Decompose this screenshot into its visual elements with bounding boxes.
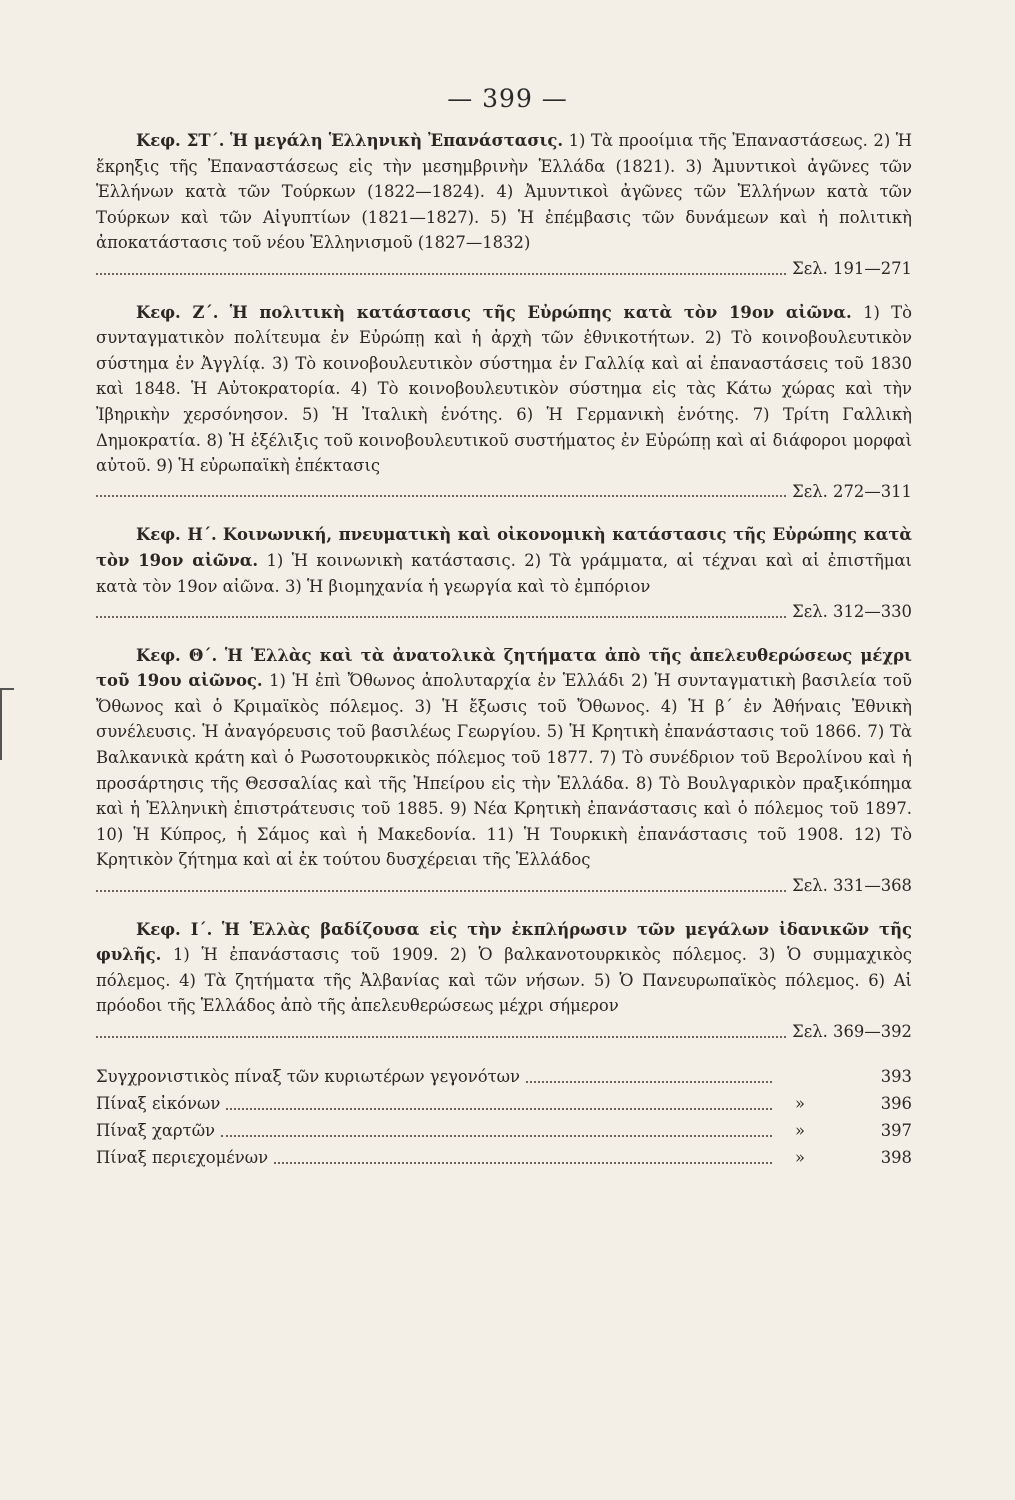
chapter-body: 1) Τὰ προοίμια τῆς Ἐπαναστάσεως. 2) Ἡ ἔκρηξις τῆς Ἐπαναστάσεως εἰς τὴν μεσημβρινὴν Ἑλλάδα (1821). 3) Ἀμυντικοὶ ἀγῶνες τῶν Ἑλλήνων κατὰ τῶν Τούρκων (1822—1824). 4) Ἀμυντικοὶ ἀγῶνες τῶν Ἑλλήνων κατὰ τῶν Τούρκων καὶ τῶν Αἰγυπτίων (1821—1827). 5) Ἡ ἐπέμβασις τῶν δυνάμεων καὶ ἡ πολιτικὴ ἀποκατάστασις τοῦ νέου Ἑλληνισμοῦ (1827—1832) [96, 131, 912, 253]
appendix-label: Πίναξ περιεχομένων [96, 1147, 269, 1167]
chapter-pages: Σελ. 331—368 [792, 876, 912, 896]
chapter-pages: Σελ. 369—392 [792, 1022, 912, 1041]
dot-leader [96, 273, 786, 275]
appendix-item [96, 1090, 912, 1117]
ditto-mark: » [794, 1093, 806, 1113]
ditto-mark: » [794, 1147, 806, 1167]
chapter-title: Ἡ πολιτικὴ κατάστασις τῆς Εὐρώπης κατὰ τὸν 19ον αἰῶνα. [229, 302, 852, 322]
chapter-body: 1) Ἡ ἐπανάστασις τοῦ 1909. 2) Ὁ βαλκανοτουρκικὸς πόλεμος. 3) Ὁ συμμαχικὸς πόλεμος. 4) Τὰ ζητήματα τῆς Ἀλβανίας καὶ τῶν νήσων. 5) Ὁ Πανευρωπαϊκὸς πόλεμος. 6) Αἱ πρόοδοι τῆς Ἑλλάδος ἀπὸ τῆς ἀπελευθερώσεως μέχρι σήμερον [96, 945, 912, 1016]
appendix-label: Πίναξ χαρτῶν [96, 1120, 216, 1140]
appendix-page: 398 [880, 1147, 912, 1167]
chapter-text [96, 128, 912, 256]
chapter-7 [96, 300, 912, 505]
chapter-pages: Σελ. 312—330 [792, 602, 912, 622]
appendix-page: 397 [880, 1120, 912, 1140]
appendix-item [96, 1063, 912, 1090]
chapter-page-line [96, 873, 912, 899]
chapter-pages: Σελ. 191—271 [792, 258, 912, 278]
chapter-title: Ἡ Ἑλλὰς καὶ τὰ ἀνατολικὰ ζητήματα ἀπὸ τῆς ἀπελευθερώσεως μέχρι τοῦ 19ου αἰῶνος. [96, 645, 912, 691]
appendix-list [96, 1063, 912, 1171]
chapter-title: Ἡ μεγάλη Ἑλληνικὴ Ἐπανάστασις. [229, 131, 564, 150]
chapter-page-line [96, 1019, 912, 1045]
chapter-heading: Κεφ. Ι΄. [136, 919, 213, 939]
chapter-body: 1) Ἡ κοινωνικὴ κατάστασις. 2) Τὰ γράμματα, αἱ τέχναι καὶ αἱ ἐπιστῆμαι κατὰ τὸν 19ον αἰῶνα. 3) Ἡ βιομηχανία ἡ γεωργία καὶ τὸ ἐμπόριον [96, 550, 912, 596]
dot-leader [526, 1081, 772, 1083]
chapter-heading: Κεφ. ΣΤ΄. [136, 131, 225, 150]
appendix-page: 393 [880, 1066, 912, 1086]
dot-leader [96, 890, 786, 892]
chapter-page-line [96, 479, 912, 505]
chapter-6 [96, 128, 912, 282]
chapter-pages: Σελ. 272—311 [792, 481, 912, 501]
appendix-item [96, 1144, 912, 1171]
appendix-label: Πίναξ εἰκόνων [96, 1093, 221, 1113]
appendix-label: Συγχρονιστικὸς πίναξ τῶν κυριωτέρων γεγονότων [96, 1066, 520, 1086]
chapter-body: 1) Ἡ ἐπὶ Ὄθωνος ἀπολυταρχία ἐν Ἑλλάδι 2) Ἡ συνταγματικὴ βασιλεία τοῦ Ὄθωνος καὶ ὁ Κριμαϊκὸς πόλεμος. 3) Ἡ ἔξωσις τοῦ Ὄθωνος. 4) Ἡ β΄ ἐν Ἀθήναις Ἐθνικὴ συνέλευσις. Ἡ ἀναγόρευσις τοῦ βασιλέως Γεωργίου. 5) Ἡ Κρητικὴ ἐπανάστασις τοῦ 1866. 7) Τὰ Βαλκανικὰ κράτη καὶ ὁ Ρωσοτουρκικὸς πόλεμος τοῦ 1877. 7) Τὸ συνέδριον τοῦ Βερολίνου καὶ ἡ προσάρτησις τῆς Θεσσαλίας καὶ τῆς Ἠπείρου εἰς τὴν Ἑλλάδα. 8) Τὸ Βουλγαρικὸν πραξικόπημα καὶ ἡ Ἑλληνικὴ ἐπιστράτευσις τοῦ 1885. 9) Νέα Κρητικὴ ἐπανάστασις καὶ ὁ πόλεμος τοῦ 1897. 10) Ἡ Κύπρος, ἡ Σάμος καὶ ἡ Μακεδονία. 11) Ἡ Τουρκικὴ ἐπανάστασις τοῦ 1908. 12) Τὸ Κρητικὸν ζήτημα καὶ αἱ ἐκ τούτου δυσχέρειαι τῆς Ἑλλάδος [96, 671, 912, 870]
chapter-title: Κοινωνική, πνευματικὴ καὶ οἰκονομικὴ κατάστασις τῆς Εὐρώπης κατὰ τὸν 19ον αἰῶνα. [96, 525, 912, 570]
chapter-body: 1) Τὸ συνταγματικὸν πολίτευμα ἐν Εὐρώπῃ καὶ ἡ ἀρχὴ τῶν ἐθνικοτήτων. 2) Τὸ κοινοβουλευτικὸν σύστημα ἐν Ἀγγλίᾳ. 3) Τὸ κοινοβουλευτικὸν σύστημα ἐν Γαλλίᾳ καὶ αἱ ἐπαναστάσεις τοῦ 1830 καὶ 1848. Ἡ Αὐτοκρατορία. 4) Τὸ κοινοβουλευτικὸν σύστημα εἰς τὰς Κάτω χώρας καὶ τὴν Ἰβηρικὴν χερσόνησον. 5) Ἡ Ἰταλικὴ ἑνότης. 6) Ἡ Γερμανικὴ ἑνότης. 7) Τρίτη Γαλλικὴ Δημοκρατία. 8) Ἡ ἐξέλιξις τοῦ κοινοβουλευτικοῦ συστήματος ἐν Εὐρώπῃ καὶ αἱ διάφοροι μορφαὶ αὐτοῦ. 9) Ἡ εὐρωπαϊκὴ ἐπέκτασις [96, 302, 912, 476]
chapter-page-line [96, 256, 912, 282]
chapter-text [96, 522, 912, 599]
page-number: — 399 — [447, 84, 568, 113]
margin-mark [0, 688, 14, 760]
dot-leader [274, 1162, 772, 1164]
dot-leader [221, 1135, 772, 1137]
dot-leader [96, 616, 786, 618]
dot-leader [96, 1036, 786, 1038]
chapter-heading: Κεφ. Θ΄. [136, 645, 218, 665]
chapter-text [96, 300, 912, 479]
chapter-title: Ἡ Ἑλλὰς βαδίζουσα εἰς τὴν ἐκπλήρωσιν τῶν μεγάλων ἰδανικῶν τῆς φυλῆς. [96, 919, 912, 965]
dot-leader [226, 1108, 772, 1110]
appendix-item [96, 1117, 912, 1144]
chapter-text [96, 643, 912, 873]
chapter-page-line [96, 599, 912, 625]
appendix-page: 396 [880, 1093, 912, 1113]
dot-leader [96, 495, 786, 497]
chapter-text [96, 917, 912, 1019]
chapter-heading: Κεφ. Ζ΄. [136, 302, 219, 322]
ditto-mark: » [794, 1120, 806, 1140]
chapter-10 [96, 917, 912, 1045]
chapter-8 [96, 522, 912, 624]
chapter-heading: Κεφ. Η΄. [136, 525, 217, 545]
chapter-9 [96, 643, 912, 899]
table-of-contents [96, 128, 912, 1171]
